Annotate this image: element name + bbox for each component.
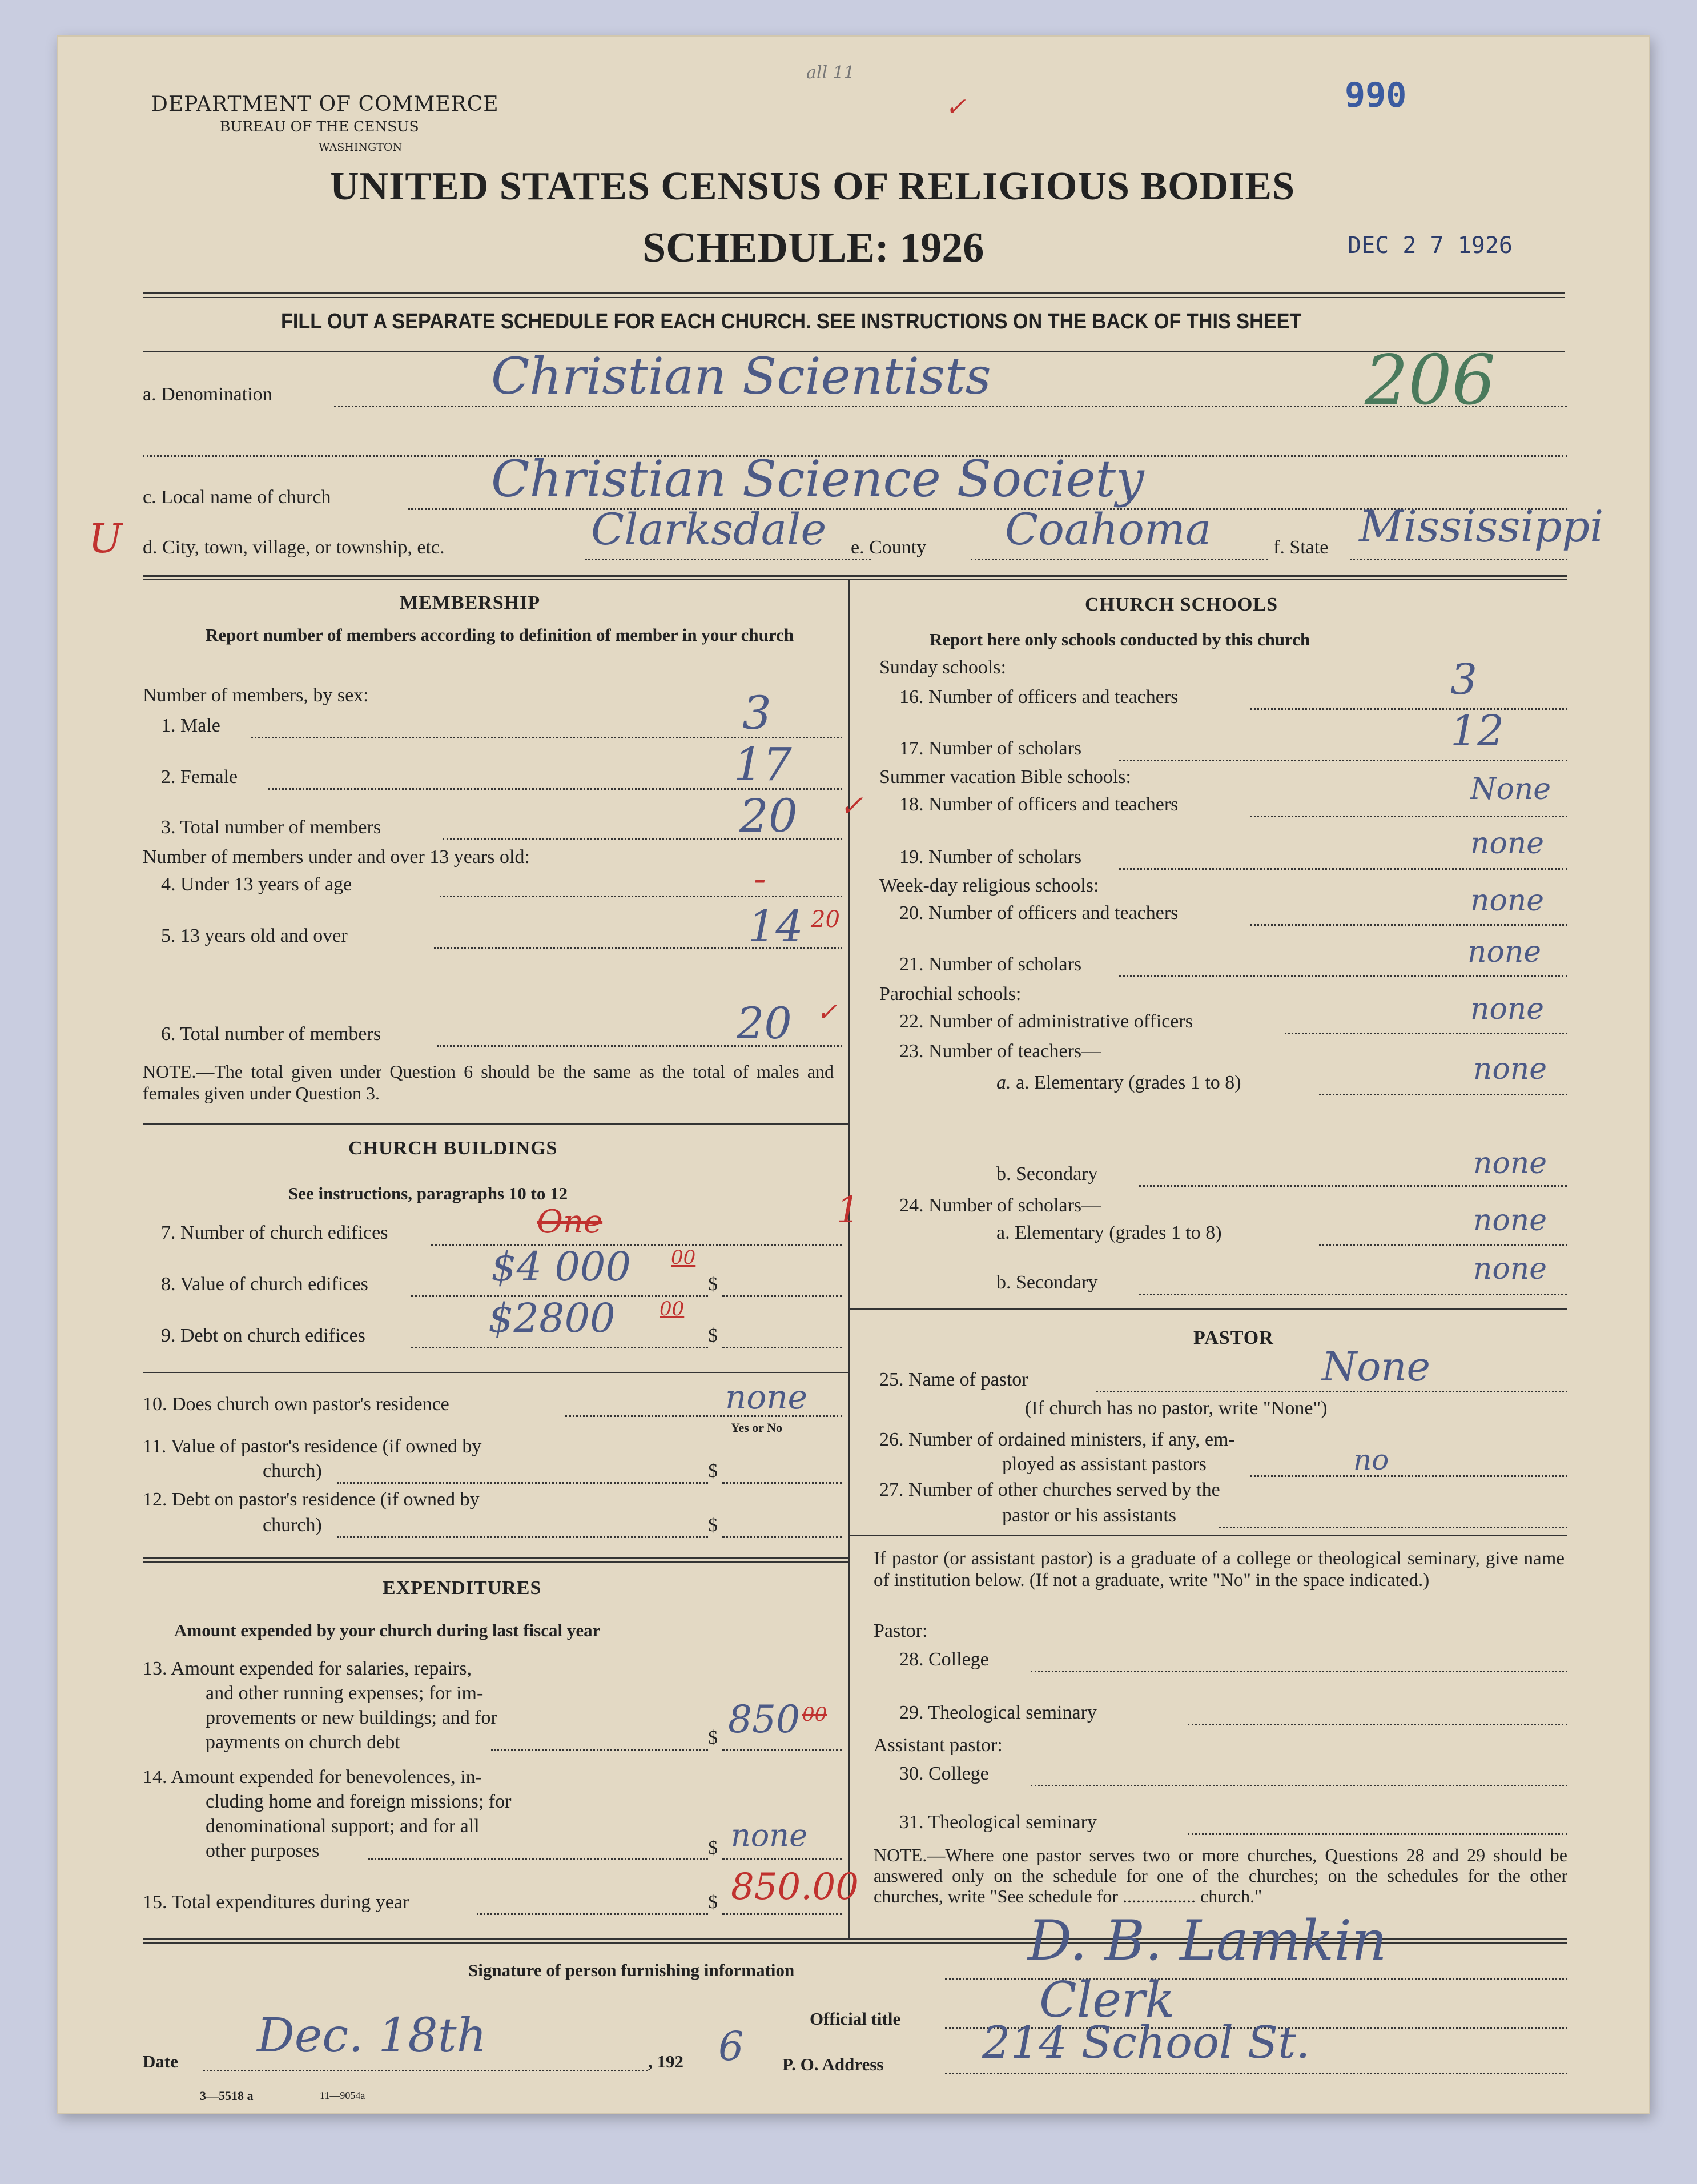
graduate-instructions: If pastor (or assistant pastor) is a graduate of a college or theological seminary, give name of institution below. (If not a graduate, write "No" in the space indicated.) [874, 1548, 1565, 1591]
pastor-heading: PASTOR [1193, 1327, 1274, 1348]
q14-amount: none [731, 1817, 808, 1853]
q14-label [143, 1765, 511, 1863]
q5-correction: 20 [811, 906, 840, 933]
q9-dollar: $ [708, 1325, 718, 1346]
assistant-pastor-label: Assistant pastor: [874, 1735, 1003, 1756]
q21-label: 21. Number of scholars [899, 954, 1082, 975]
q25-value: None [1322, 1343, 1430, 1390]
q5-over13-label: 5. 13 years old and over [161, 925, 348, 946]
q28-label: 28. College [899, 1649, 989, 1670]
q8-value-amount: $4 000 [491, 1243, 631, 1290]
q13-label [143, 1656, 497, 1755]
form-number: 3—5518 a [200, 2089, 254, 2103]
q11-dollar: $ [708, 1460, 718, 1482]
po-address-value: 214 School St. [982, 2017, 1310, 2069]
q11-label-line1: 11. Value of pastor's residence (if owned by [143, 1436, 482, 1457]
official-title-label: Official title [810, 2009, 901, 2029]
print-number: 11—9054a [320, 2090, 365, 2101]
q23b-label: b. Secondary [996, 1163, 1098, 1185]
q7-edifices-label: 7. Number of church edifices [161, 1222, 388, 1243]
q9-cents: 00 [660, 1298, 685, 1320]
code-number: 206 [1365, 341, 1496, 420]
serial-stamp: 990 [1345, 75, 1407, 115]
denomination-label: a. Denomination [143, 384, 272, 405]
red-margin-mark: U [89, 515, 122, 562]
q22-value: none [1470, 992, 1545, 1026]
q13-line3: provements or new buildings; and for [206, 1707, 497, 1728]
membership-heading: MEMBERSHIP [400, 592, 541, 613]
q19-value: none [1470, 826, 1545, 861]
q7-edifices-value: One [537, 1203, 603, 1240]
official-title-value: Clerk [1039, 1972, 1175, 2029]
denomination-value: Christian Scientists [491, 347, 991, 406]
city-label: d. City, town, village, or township, etc. [143, 537, 445, 558]
q17-value: 12 [1450, 706, 1505, 756]
bureau-name: BUREAU OF THE CENSUS [220, 118, 419, 135]
year-digit: 6 [718, 2023, 744, 2070]
q25-note: (If church has no pastor, write "None") [1025, 1398, 1328, 1419]
q13-dollar: $ [708, 1727, 718, 1748]
q14-line4: other purposes [206, 1840, 320, 1861]
rule-pastor [850, 1308, 1567, 1310]
census-schedule-sheet [57, 35, 1650, 2114]
po-address-label: P. O. Address [782, 2054, 884, 2074]
pastor-note: NOTE.—Where one pastor serves two or more churches, Questions 28 and 29 should be answered only on the schedule for one of the churches; on the schedules for the other churches, write "See schedule for ................ church." [874, 1845, 1567, 1906]
q13-line2: and other running expenses; for im- [206, 1683, 484, 1704]
q2-female-value: 17 [734, 738, 792, 791]
rule-graduate [850, 1535, 1567, 1536]
year-label: , 192 [648, 2051, 683, 2071]
q5-over13-value: 14 [748, 901, 803, 952]
signature-label: Signature of person furnishing information [468, 1960, 795, 1980]
q26-label-line2: ployed as assistant pastors [1002, 1454, 1207, 1475]
received-date-stamp: DEC 2 7 1926 [1348, 232, 1513, 259]
q8-value-label: 8. Value of church edifices [161, 1274, 368, 1295]
rule-expenditures [143, 1557, 848, 1559]
red-check-mark: ✓ [945, 93, 966, 122]
q15-label: 15. Total expenditures during year [143, 1892, 409, 1913]
q15-dollar: $ [708, 1892, 718, 1913]
instruction-banner: FILL OUT A SEPARATE SCHEDULE FOR EACH CHURCH. SEE INSTRUCTIONS ON THE BACK OF THIS SHEET [281, 310, 1302, 334]
pencil-note: all 11 [806, 63, 855, 83]
q8-dollar: $ [708, 1274, 718, 1295]
members-by-age-label: Number of members under and over 13 years old: [143, 846, 530, 868]
q24-label: 24. Number of scholars— [899, 1195, 1101, 1216]
weekday-schools-label: Week-day religious schools: [879, 875, 1099, 896]
fields-rule [143, 575, 1567, 577]
q14-line2: cluding home and foreign missions; for [206, 1791, 512, 1812]
buildings-heading: CHURCH BUILDINGS [348, 1138, 558, 1159]
q14-line3: denominational support; and for all [206, 1816, 480, 1837]
fields-rule-2 [143, 579, 1567, 580]
rule-residence [143, 1372, 848, 1373]
summer-schools-label: Summer vacation Bible schools: [879, 766, 1131, 788]
q22-label: 22. Number of administrative officers [899, 1011, 1193, 1032]
q13-amount: 850 [728, 1697, 800, 1741]
buildings-subtitle: See instructions, paragraphs 10 to 12 [288, 1183, 568, 1203]
q6-total-label: 6. Total number of members [161, 1023, 381, 1045]
city-value: Clarksdale [591, 504, 827, 555]
q25-label: 25. Name of pastor [879, 1369, 1028, 1390]
q23a-label: a. a. Elementary (grades 1 to 8) [996, 1072, 1241, 1093]
q8-cents: 00 [671, 1246, 696, 1269]
bureau-city: WASHINGTON [319, 141, 403, 154]
q26-label-line1: 26. Number of ordained ministers, if any, em- [879, 1429, 1235, 1450]
q21-value: none [1467, 935, 1542, 969]
q12-label-line1: 12. Debt on pastor's residence (if owned by [143, 1489, 480, 1510]
q1-male-value: 3 [742, 686, 771, 740]
q9-debt-amount: $2800 [488, 1295, 616, 1342]
q3-total-label: 3. Total number of members [161, 817, 381, 838]
q14-dollar: $ [708, 1837, 718, 1858]
q10-residence-value: none [725, 1378, 807, 1416]
membership-note: NOTE.—The total given under Question 6 should be the same as the total of males and females given under Question 3. [143, 1061, 834, 1103]
form-title: UNITED STATES CENSUS OF RELIGIOUS BODIES [330, 164, 1296, 208]
membership-subtitle: Report number of members according to definition of member in your church [205, 625, 794, 645]
q20-value: none [1470, 884, 1545, 918]
church-name-label: c. Local name of church [143, 487, 331, 508]
q24b-value: none [1473, 1252, 1547, 1286]
q6-total-value: 20 [737, 998, 792, 1049]
q30-label: 30. College [899, 1763, 989, 1784]
q18-label: 18. Number of officers and teachers [899, 794, 1179, 815]
q24b-label: b. Secondary [996, 1272, 1098, 1293]
pastor-sub-label: Pastor: [874, 1620, 928, 1641]
county-label: e. County [851, 537, 927, 558]
q23a-text: a. Elementary (grades 1 to 8) [1016, 1072, 1241, 1093]
schools-heading: CHURCH SCHOOLS [1085, 594, 1278, 615]
q11-label-line2: church) [263, 1460, 322, 1482]
q31-label: 31. Theological seminary [899, 1812, 1097, 1833]
date-label: Date [143, 2051, 178, 2071]
q29-label: 29. Theological seminary [899, 1702, 1097, 1723]
state-value: Mississippi [1359, 501, 1604, 552]
q9-debt-label: 9. Debt on church edifices [161, 1325, 365, 1346]
q27-label-line2: pastor or his assistants [1002, 1505, 1177, 1526]
expenditures-heading: EXPENDITURES [383, 1577, 542, 1599]
church-name-value: Christian Science Society [491, 449, 1144, 508]
yes-or-no-hint: Yes or No [731, 1420, 783, 1435]
department-name: DEPARTMENT OF COMMERCE [151, 93, 499, 116]
q24a-label: a. Elementary (grades 1 to 8) [996, 1222, 1222, 1243]
rule-buildings [143, 1123, 848, 1125]
sunday-schools-label: Sunday schools: [879, 657, 1006, 678]
schools-subtitle: Report here only schools conducted by this church [930, 629, 1310, 649]
signature-value: D. B. Lamkin [1028, 1909, 1387, 1973]
q20-label: 20. Number of officers and teachers [899, 902, 1179, 924]
schedule-year: SCHEDULE: 1926 [642, 224, 984, 271]
county-value: Coahoma [1005, 504, 1212, 555]
header-rule-top [143, 292, 1565, 294]
parochial-schools-label: Parochial schools: [879, 983, 1022, 1005]
column-divider [848, 579, 850, 1938]
q4-under13-value: - [754, 858, 766, 900]
q10-residence-label: 10. Does church own pastor's residence [143, 1394, 449, 1415]
q17-label: 17. Number of scholars [899, 738, 1082, 759]
expenditures-subtitle: Amount expended by your church during last fiscal year [174, 1620, 601, 1640]
q13-line1: 13. Amount expended for salaries, repairs, [143, 1658, 472, 1679]
q23b-value: none [1473, 1146, 1547, 1181]
q3-total-value: 20 [739, 789, 798, 842]
q13-line4: payments on church debt [206, 1732, 400, 1753]
q26-value: no [1353, 1443, 1389, 1476]
q15-amount: 850.00 [731, 1866, 859, 1908]
q3-check: ✓ [839, 789, 863, 822]
q16-label: 16. Number of officers and teachers [899, 686, 1179, 708]
q23a-value: none [1473, 1052, 1547, 1086]
q12-dollar: $ [708, 1515, 718, 1536]
q4-under13-label: 4. Under 13 years of age [161, 874, 352, 895]
q19-label: 19. Number of scholars [899, 846, 1082, 868]
state-label: f. State [1273, 537, 1329, 558]
rule-expenditures-2 [143, 1561, 848, 1563]
q1-male-label: 1. Male [161, 715, 220, 736]
q16-value: 3 [1450, 655, 1478, 704]
q24a-value: none [1473, 1203, 1547, 1238]
date-value: Dec. 18th [257, 2009, 487, 2063]
q23-label: 23. Number of teachers— [899, 1041, 1101, 1062]
q13-cents: 00 [802, 1703, 827, 1726]
q14-line1: 14. Amount expended for benevolences, in- [143, 1767, 482, 1788]
members-by-sex-label: Number of members, by sex: [143, 685, 369, 706]
q7-correction: 1 [837, 1189, 860, 1231]
q6-check: ✓ [817, 998, 838, 1027]
q12-label-line2: church) [263, 1515, 322, 1536]
header-rule-top-2 [143, 297, 1565, 298]
q18-value: None [1470, 772, 1551, 806]
q27-label-line1: 27. Number of other churches served by the [879, 1479, 1220, 1500]
q2-female-label: 2. Female [161, 766, 238, 788]
